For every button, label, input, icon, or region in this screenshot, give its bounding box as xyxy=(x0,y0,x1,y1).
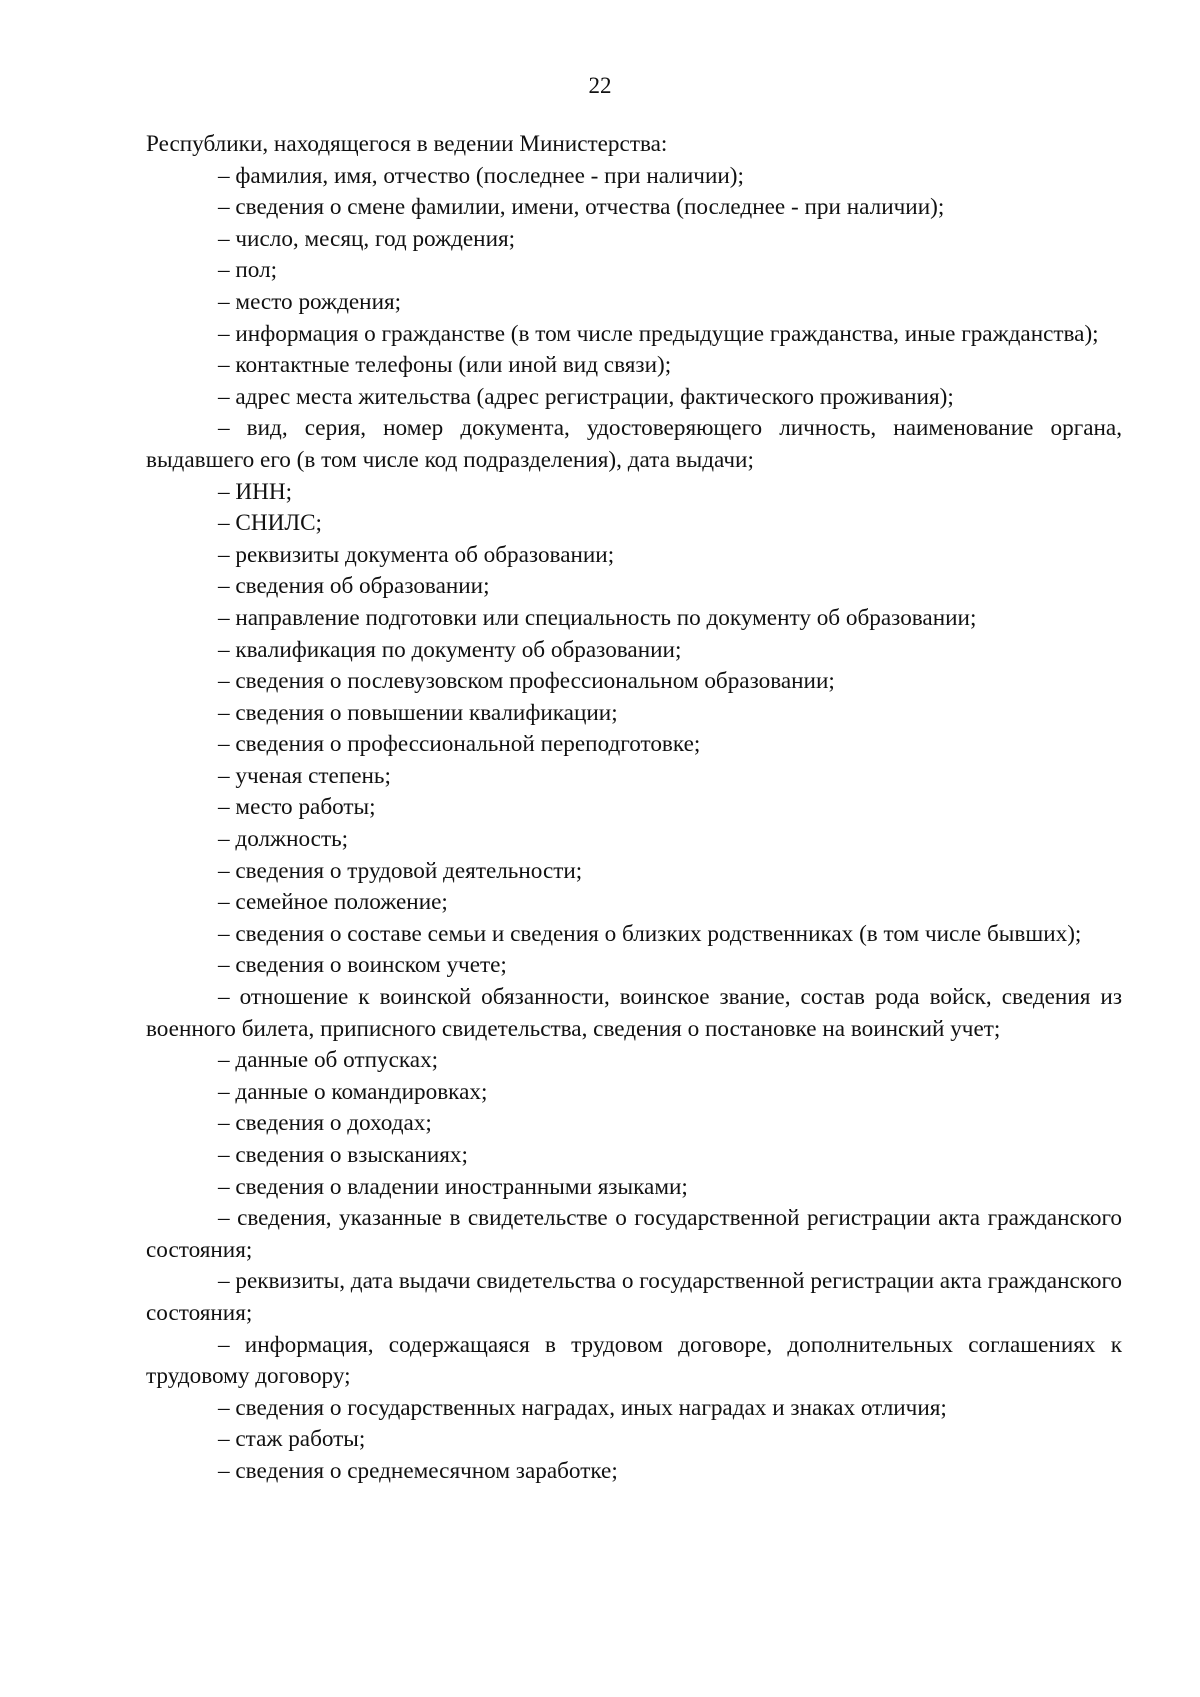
list-item: – пол; xyxy=(218,257,278,284)
list-item: – сведения о воинском учете; xyxy=(218,952,507,979)
list-item: – сведения об образовании; xyxy=(218,573,490,600)
list-item: – информация, содержащаяся в трудовом договоре, дополнительных соглашениях к трудовому договору; xyxy=(146,1331,1122,1390)
page-number: 22 xyxy=(588,73,612,98)
list-item: – сведения о составе семьи и сведения о близких родственниках (в том числе бывших); xyxy=(218,920,1082,947)
list-item: – направление подготовки или специальность по документу об образовании; xyxy=(218,604,977,631)
list-item: – сведения о профессиональной переподготовке; xyxy=(218,731,701,758)
list-item: – сведения о повышении квалификации; xyxy=(218,699,618,726)
list-item: – должность; xyxy=(218,826,349,853)
list-item: – сведения, указанные в свидетельстве о государственной регистрации акта гражданского состояния; xyxy=(146,1205,1122,1263)
list-item: – реквизиты документа об образовании; xyxy=(218,541,615,568)
list-item: – контактные телефоны (или иной вид связи); xyxy=(218,352,672,379)
list-item: – данные о командировках; xyxy=(218,1078,488,1105)
list-item: – семейное положение; xyxy=(218,889,448,916)
list-item: – сведения о смене фамилии, имени, отчества (последнее - при наличии); xyxy=(218,194,945,221)
list-item: – место рождения; xyxy=(218,288,402,315)
list-item: – сведения о трудовой деятельности; xyxy=(218,857,583,884)
list-item: – сведения о послевузовском профессиональном образовании; xyxy=(218,668,835,695)
list-item: – сведения о доходах; xyxy=(218,1110,432,1137)
list-item: – ученая степень; xyxy=(218,762,391,789)
list-item: – сведения о владении иностранными языками; xyxy=(218,1173,688,1200)
list-item: – фамилия, имя, отчество (последнее - при наличии); xyxy=(218,162,744,189)
intro-line: Республики, находящегося в ведении Министерства: xyxy=(146,131,668,157)
list-item: – информация о гражданстве (в том числе предыдущие гражданства, иные гражданства); xyxy=(218,320,1099,347)
list-item: – отношение к воинской обязанности, воинское звание, состав рода войск, сведения из военного билета, приписного свидетельства, сведения о постановке на воинский учет; xyxy=(146,984,1122,1042)
list-item: – сведения о взысканиях; xyxy=(218,1142,468,1168)
list-item: – ИНН; xyxy=(218,478,293,505)
list-item: – реквизиты, дата выдачи свидетельства о государственной регистрации акта гражданского состояния; xyxy=(146,1268,1122,1326)
list-item: – число, месяц, год рождения; xyxy=(218,225,516,252)
list-item: – место работы; xyxy=(218,794,376,821)
list-item: – адрес места жительства (адрес регистрации, фактического проживания); xyxy=(218,383,954,410)
list-item: – СНИЛС; xyxy=(218,510,322,537)
list-item: – квалификация по документу об образовании; xyxy=(218,636,682,663)
list-item: – вид, серия, номер документа, удостоверяющего личность, наименование органа, выдавшего его (в том числе код подразделения), дата выдачи; xyxy=(146,415,1122,473)
document-body xyxy=(146,129,1122,1488)
list-item: – данные об отпусках; xyxy=(218,1047,439,1074)
list-item: – сведения о государственных наградах, иных наградах и знаках отличия; xyxy=(218,1394,947,1421)
list-item: – сведения о среднемесячном заработке; xyxy=(218,1457,618,1484)
list-item: – стаж работы; xyxy=(218,1426,366,1453)
